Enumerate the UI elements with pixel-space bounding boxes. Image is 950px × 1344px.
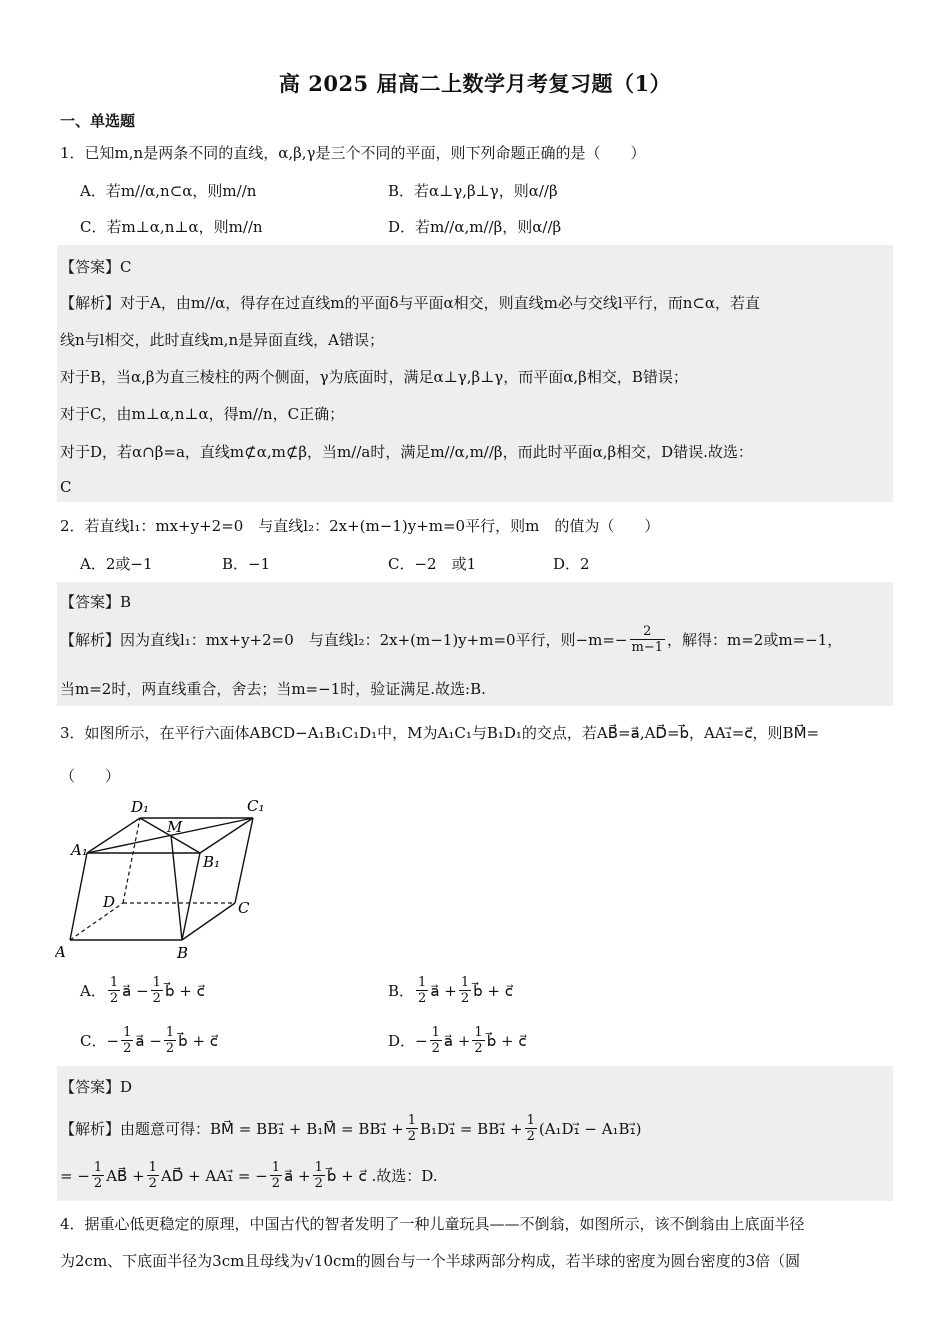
fraction-numerator: 1 — [474, 1025, 483, 1040]
q1-analysis-line: 【解析】对于A，由m//α，得存在过直线m的平面δ与平面α相交，则直线m必与交线l平行，而n⊂α，若直 — [60, 294, 761, 312]
option-prefix: A． — [80, 982, 106, 1000]
q1-option-c: C．若m⊥α,n⊥α，则m//n — [80, 218, 263, 236]
q3-stem-tail: （ ） — [60, 767, 121, 785]
fraction-numerator: 1 — [431, 1025, 440, 1040]
fraction-numerator: 1 — [109, 975, 119, 990]
fraction-numerator: 1 — [271, 1160, 281, 1175]
fraction-numerator: 1 — [123, 1025, 132, 1040]
half-fraction — [472, 1025, 484, 1056]
analysis-text: AB⃗ + — [106, 1166, 145, 1185]
option-term: b⃗ + c⃗ — [164, 981, 205, 1000]
fraction-numerator: 1 — [460, 975, 470, 990]
label-m: M — [167, 818, 183, 836]
half-fraction — [406, 1113, 418, 1144]
option-term: b⃗ + c⃗ — [178, 1031, 219, 1050]
option-term: b⃗ + c⃗ — [486, 1031, 527, 1050]
option-term: a⃗ − — [122, 981, 149, 1000]
q2-stem: 2．若直线l₁：mx+y+2=0 与直线l₂：2x+(m−1)y+m=0平行，则m 的值为（ ） — [60, 517, 660, 535]
fraction-denominator: 2 — [526, 1129, 535, 1144]
fraction-denominator: 2 — [109, 991, 119, 1006]
q1-analysis-line: C — [60, 478, 72, 496]
segment-b-m — [171, 835, 182, 940]
fraction-denominator: 2 — [431, 1041, 440, 1056]
fraction-denominator: 2 — [152, 991, 161, 1006]
q2-fraction — [630, 624, 666, 655]
half-fraction — [313, 1160, 325, 1191]
q2-option-b: B．−1 — [222, 555, 271, 573]
option-sign: − — [415, 1031, 428, 1050]
fraction-numerator: 1 — [165, 1025, 175, 1040]
q1-answer: 【答案】C — [60, 258, 132, 276]
q1-analysis-line: 线n与l相交，此时直线m,n是异面直线，A错误； — [60, 331, 384, 349]
q2-option-a: A．2或−1 — [80, 555, 153, 573]
q2-analysis-text: ，解得：m=2或m=−1， — [667, 631, 843, 649]
q3-analysis-line — [60, 1113, 641, 1144]
q2-analysis-line: 当m=2时，两直线重合，舍去；当m=−1时，验证满足.故选:B. — [60, 680, 486, 698]
fraction-denominator: 2 — [474, 1041, 483, 1056]
half-fraction — [147, 1160, 159, 1191]
fraction-denominator: m−1 — [631, 640, 663, 655]
half-fraction — [270, 1160, 282, 1191]
option-sign: − — [106, 1031, 120, 1050]
q3-option-d — [388, 1025, 527, 1056]
q4-stem-line: 为2cm、下底面半径为3cm且母线为√10cm的圆台与一个半球两部分构成，若半球的密度为圆台密度的3倍（圆 — [60, 1252, 801, 1270]
q3-option-c — [80, 1025, 218, 1056]
fraction-numerator: 1 — [407, 1113, 416, 1128]
fraction-numerator: 1 — [152, 975, 161, 990]
fraction-denominator: 2 — [93, 1176, 103, 1191]
hidden-edge-d-d1 — [123, 818, 140, 903]
fraction-numerator: 1 — [148, 1160, 157, 1175]
half-fraction — [430, 1025, 442, 1056]
analysis-text: a⃗ + — [284, 1166, 311, 1185]
q1-option-d: D．若m//α,m//β，则α//β — [388, 218, 562, 236]
q3-answer: 【答案】D — [60, 1078, 133, 1096]
hidden-edge-a-d — [70, 903, 123, 940]
fraction-denominator: 2 — [407, 1129, 416, 1144]
label-d1: D₁ — [131, 798, 150, 816]
half-fraction — [92, 1160, 104, 1191]
analysis-text: B₁D₁⃗ = BB₁⃗ + — [420, 1119, 523, 1138]
q4-stem-line: 4．据重心低更稳定的原理，中国古代的智者发明了一种儿童玩具——不倒翁，如图所示，该不倒翁由上底面半径 — [60, 1215, 805, 1233]
analysis-text: AD⃗ + AA₁⃗ = − — [160, 1166, 268, 1185]
analysis-text: (A₁D₁⃗ − A₁B₁⃗) — [538, 1119, 642, 1138]
option-term: b⃗ + c⃗ — [473, 981, 513, 1000]
half-fraction — [164, 1025, 176, 1056]
half-fraction — [108, 975, 120, 1006]
q1-analysis-line: 对于D，若α∩β=a，直线m⊄α,m⊄β，当m//a时，满足m//α,m//β，而此时平面α,β相交，D错误.故选： — [60, 443, 753, 461]
q2-answer: 【答案】B — [60, 593, 132, 611]
q1-option-b: B．若α⊥γ,β⊥γ，则α//β — [388, 182, 558, 200]
label-c1: C₁ — [247, 797, 265, 815]
fraction-denominator: 2 — [123, 1041, 132, 1056]
half-fraction — [121, 1025, 133, 1056]
edge-b-c — [182, 903, 235, 940]
half-fraction — [151, 975, 163, 1006]
edge-c1-c — [235, 818, 253, 903]
fraction-denominator: 2 — [148, 1176, 157, 1191]
edge-b1-b — [182, 853, 200, 940]
q3-option-b — [388, 975, 513, 1006]
q3-option-a — [80, 975, 205, 1006]
analysis-text: b⃗ + c⃗ .故选：D. — [326, 1167, 438, 1185]
q1-analysis-line: 对于C，由m⊥α,n⊥α，得m//n，C正确； — [60, 405, 345, 423]
option-term: a⃗ − — [135, 1031, 162, 1050]
option-term: a⃗ + — [430, 981, 457, 1000]
option-term: a⃗ + — [443, 1031, 471, 1050]
fraction-numerator: 1 — [418, 975, 427, 990]
fraction-numerator: 1 — [526, 1113, 535, 1128]
label-b1: B₁ — [203, 853, 221, 871]
option-prefix: D． — [388, 1032, 416, 1050]
label-a1: A₁ — [71, 841, 88, 859]
page-title: 高 2025 届高二上数学月考复习题（1） — [278, 71, 672, 96]
label-a: A — [55, 943, 66, 961]
label-c: C — [238, 899, 250, 917]
q1-option-a: A．若m//α,n⊂α，则m//n — [80, 182, 257, 200]
half-fraction — [459, 975, 471, 1006]
fraction-denominator: 2 — [314, 1176, 323, 1191]
analysis-text: = − — [60, 1166, 90, 1185]
option-prefix: B． — [388, 982, 415, 1000]
q1-analysis-line: 对于B，当α,β为直三棱柱的两个侧面，γ为底面时，满足α⊥γ,β⊥γ，而平面α,β相交，B错误； — [60, 368, 688, 386]
fraction-denominator: 2 — [271, 1176, 281, 1191]
q3-stem: 3．如图所示，在平行六面体ABCD−A₁B₁C₁D₁中，M为A₁C₁与B₁D₁的交点，若AB⃗=a⃗,AD⃗=b⃗，AA₁⃗=c⃗，则BM⃗= — [60, 724, 820, 742]
section-title: 一、单选题 — [60, 112, 136, 130]
fraction-numerator: 1 — [314, 1160, 323, 1175]
option-prefix: C． — [80, 1032, 107, 1050]
q3-analysis-line — [60, 1160, 438, 1191]
fraction-denominator: 2 — [460, 991, 470, 1006]
edge-a1-a — [70, 853, 87, 940]
label-b: B — [177, 944, 189, 962]
q2-analysis-line — [60, 624, 842, 655]
analysis-text: 【解析】由题意可得：BM⃗ = BB₁⃗ + B₁M⃗ = BB₁⃗ + — [60, 1120, 404, 1138]
parallelepiped-diagram — [55, 795, 270, 965]
fraction-numerator: 1 — [93, 1160, 103, 1175]
parallelepiped-figure — [55, 795, 270, 965]
q2-analysis-text: 【解析】因为直线l₁：mx+y+2=0 与直线l₂：2x+(m−1)y+m=0平行，则−m=− — [60, 631, 628, 649]
half-fraction — [525, 1113, 537, 1144]
half-fraction — [416, 975, 428, 1006]
fraction-denominator: 2 — [418, 991, 427, 1006]
q2-option-d: D．2 — [553, 555, 590, 573]
label-d: D — [103, 893, 116, 911]
fraction-denominator: 2 — [165, 1041, 175, 1056]
q2-option-c: C．−2 或1 — [388, 555, 477, 573]
fraction-numerator: 2 — [630, 624, 666, 640]
q1-stem: 1．已知m,n是两条不同的直线，α,β,γ是三个不同的平面，则下列命题正确的是（ ） — [60, 144, 646, 162]
